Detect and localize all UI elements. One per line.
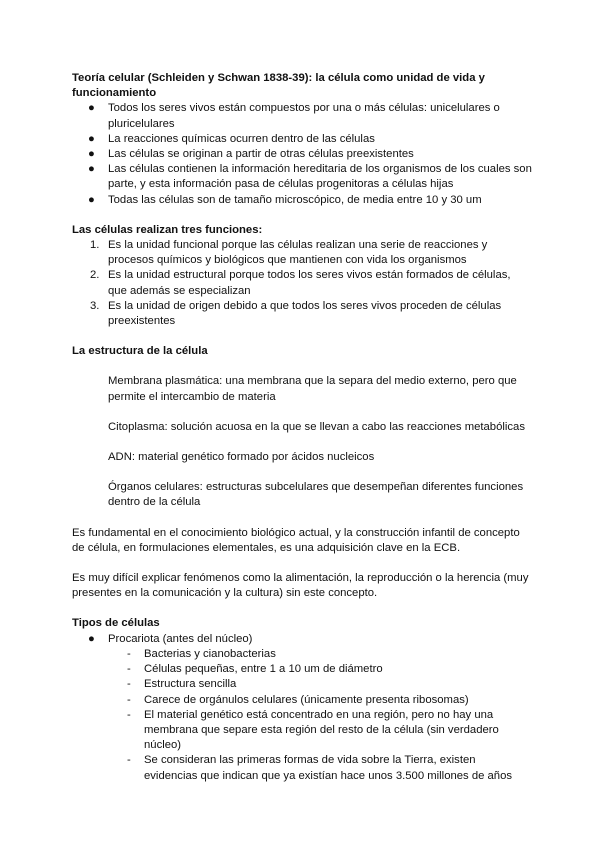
teoria-list bbox=[72, 101, 532, 207]
heading-funciones: Las células realizan tres funciones: bbox=[72, 223, 263, 236]
heading-estructura: La estructura de la célula bbox=[72, 345, 208, 358]
list-item: - Se consideran las primeras formas de vida sobre la Tierra, existen evidencias que indican que ya existían hace unos 3.500 millones de años bbox=[127, 754, 513, 782]
dash-marker: - bbox=[127, 647, 131, 660]
list-item: - El material genético está concentrado en una región, pero no hay una membrana que separe esta región del resto de la célula (sin verdadero núcleo) bbox=[127, 708, 499, 752]
bullet-marker: ● bbox=[88, 132, 95, 145]
heading-teoria-celular: Teoría celular (Schleiden y Schwan 1838-39): la célula como unidad de vida y funcionamiento bbox=[72, 72, 485, 100]
paragraph: Es muy difícil explicar fenómenos como la alimentación, la reproducción o la herencia (muy presentes en la comunicación y la cultura) sin este concepto. bbox=[72, 572, 529, 600]
list-item: 1. Es la unidad funcional porque las células realizan una serie de reacciones y procesos químicos y biológicos que mantienen con vida los organismos bbox=[90, 239, 488, 267]
dash-marker: - bbox=[127, 708, 131, 721]
list-item: ● Las células contienen la información hereditaria de los organismos de los cuales son parte, y esta información pasa de células progenitoras a células hijas bbox=[88, 163, 532, 191]
estructura-item: ADN: material genético formado por ácidos nucleicos bbox=[108, 451, 375, 464]
list-item: ● Todas las células son de tamaño microscópico, de media entre 10 y 30 um bbox=[72, 193, 532, 208]
dash-marker: - bbox=[127, 693, 131, 706]
list-item: - Bacterias y cianobacterias bbox=[72, 647, 532, 662]
dash-marker: - bbox=[127, 678, 131, 691]
list-item: - Células pequeñas, entre 1 a 10 um de diámetro bbox=[72, 662, 532, 677]
list-item: 2. Es la unidad estructural porque todos los seres vivos están formados de células, que además se especializan bbox=[90, 269, 511, 297]
document-content bbox=[72, 71, 532, 784]
estructura-item: Membrana plasmática: una membrana que la separa del medio externo, pero que permite el intercambio de materia bbox=[108, 375, 517, 403]
list-item: - Carece de orgánulos celulares (únicamente presenta ribosomas) bbox=[72, 693, 532, 708]
bullet-marker: ● bbox=[88, 632, 95, 645]
list-item: ● Procariota (antes del núcleo) bbox=[72, 632, 532, 647]
estructura-block bbox=[72, 374, 532, 510]
estructura-item: Órganos celulares: estructuras subcelulares que desempeñan diferentes funciones dentro de la célula bbox=[108, 481, 524, 509]
number-marker: 1. bbox=[90, 239, 100, 252]
tipos-list bbox=[72, 632, 532, 647]
estructura-item: Citoplasma: solución acuosa en la que se llevan a cabo las reacciones metabólicas bbox=[108, 420, 525, 433]
list-item: 3. Es la unidad de origen debido a que todos los seres vivos proceden de células preexistentes bbox=[90, 299, 502, 328]
funciones-list bbox=[72, 238, 532, 329]
dash-marker: - bbox=[127, 754, 131, 767]
bullet-marker: ● bbox=[88, 163, 95, 176]
number-marker: 3. bbox=[90, 299, 100, 312]
list-item: ● Todos los seres vivos están compuestos por una o más células: unicelulares o pluricelulares bbox=[88, 102, 500, 130]
paragraph: Es fundamental en el conocimiento biológico actual, y la construcción infantil de concepto de célula, en formulaciones elementales, es una adquisición clave en la ECB. bbox=[72, 526, 520, 554]
bullet-marker: ● bbox=[88, 193, 95, 206]
list-item: - Estructura sencilla bbox=[72, 677, 532, 692]
dash-marker: - bbox=[127, 663, 131, 676]
number-marker: 2. bbox=[90, 269, 100, 282]
heading-tipos: Tipos de células bbox=[72, 617, 160, 630]
list-item: ● La reacciones químicas ocurren dentro de las células bbox=[72, 132, 532, 147]
procariota-sublist bbox=[72, 647, 532, 784]
bullet-marker: ● bbox=[88, 148, 95, 161]
bullet-marker: ● bbox=[88, 102, 95, 115]
list-item: ● Las células se originan a partir de otras células preexistentes bbox=[72, 147, 532, 162]
